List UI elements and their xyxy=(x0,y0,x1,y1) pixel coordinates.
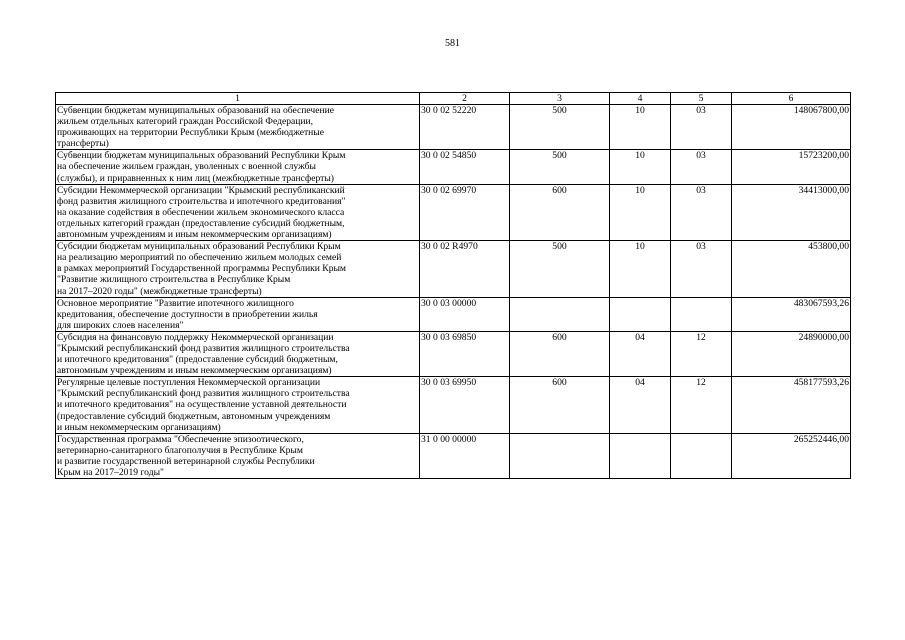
row-code-cell: 31 0 00 00000 xyxy=(420,433,510,478)
row-name-line: Субвенции бюджетам муниципальных образований на обеспечение xyxy=(57,105,335,116)
row-name-line: и ипотечного кредитования" (предоставление субсидий бюджетным, xyxy=(57,354,338,366)
row-kvr-cell: 500 xyxy=(510,150,610,184)
row-code-cell: 30 0 02 54850 xyxy=(420,150,510,184)
table-row xyxy=(56,433,851,478)
row-name-line: и развитие государственной ветеринарной службы Республики xyxy=(57,455,315,467)
row-name-line: (службы), и приравненных к ним лиц (межбюджетные трансферты) xyxy=(57,172,334,184)
row-kvr-cell xyxy=(510,433,610,478)
table-row xyxy=(56,241,851,297)
row-name-line: для широких слоев населения" xyxy=(57,319,184,331)
row-sum-cell: 458177593,26 xyxy=(732,377,851,433)
row-name-cell xyxy=(56,433,420,478)
row-name-line: проживающих на территории Республики Крым (межбюджетные xyxy=(57,127,324,139)
row-name-line: и ипотечного кредитования" на осуществление уставной деятельности xyxy=(57,399,347,411)
row-rz-cell: 10 xyxy=(610,150,671,184)
row-rz-cell: 10 xyxy=(610,105,671,150)
row-sum-cell: 34413000,00 xyxy=(732,184,851,240)
row-sum-cell: 15723200,00 xyxy=(732,150,851,184)
row-rz-cell: 10 xyxy=(610,184,671,240)
row-sum-cell: 265252446,00 xyxy=(732,433,851,478)
row-name-line: Субсидии Некоммерческой организации "Крымский республиканский xyxy=(57,184,345,196)
budget-table xyxy=(55,92,851,479)
table-row xyxy=(56,297,851,331)
row-kvr-cell: 600 xyxy=(510,184,610,240)
table-body xyxy=(56,105,851,479)
row-name-line: (предоставление субсидий бюджетным, автономным учреждениям xyxy=(57,410,331,422)
row-sum-cell: 24890000,00 xyxy=(732,331,851,376)
row-pr-cell: 03 xyxy=(671,241,732,297)
row-name-line: Субсидии бюджетам муниципальных образований Республики Крым xyxy=(57,241,341,253)
table-row xyxy=(56,331,851,376)
row-name-line: на реализацию мероприятий по обеспечению жильем молодых семей xyxy=(57,252,342,264)
column-header-6: 6 xyxy=(732,93,851,105)
row-name-line: на оказание содействия в обеспечении жильем экономического класса xyxy=(57,206,345,218)
row-pr-cell: 03 xyxy=(671,184,732,240)
row-pr-cell: 12 xyxy=(671,331,732,376)
row-name-line: фонд развития жилищного строительства и ипотечного кредитования" xyxy=(57,195,346,207)
row-name-line: Основное мероприятие "Развитие ипотечного жилищного xyxy=(57,297,294,309)
table-row xyxy=(56,150,851,184)
row-code-cell: 30 0 02 52220 xyxy=(420,105,510,150)
row-code-cell: 30 0 02 69970 xyxy=(420,184,510,240)
row-name-line: Крым на 2017–2019 годы" xyxy=(57,467,164,478)
row-name-cell xyxy=(56,241,420,297)
row-name-cell xyxy=(56,297,420,331)
row-rz-cell: 10 xyxy=(610,241,671,297)
table-row xyxy=(56,105,851,150)
row-pr-cell xyxy=(671,433,732,478)
row-name-cell xyxy=(56,184,420,240)
row-name-line: и иным некоммерческим организациям) xyxy=(57,421,221,433)
row-name-line: трансферты) xyxy=(57,138,109,150)
row-name-line: на обеспечение жильем граждан, уволенных с военной службы xyxy=(57,161,316,173)
row-code-cell: 30 0 02 R4970 xyxy=(420,241,510,297)
row-name-line: отдельных категорий граждан (предоставление субсидий бюджетным, xyxy=(57,217,345,229)
row-name-line: ветеринарно-санитарного благополучия в Республике Крым xyxy=(57,444,303,456)
row-rz-cell xyxy=(610,297,671,331)
row-sum-cell: 148067800,00 xyxy=(732,105,851,150)
row-pr-cell: 03 xyxy=(671,150,732,184)
column-header-4: 4 xyxy=(610,93,671,105)
row-name-line: автономным учреждениям и иным некоммерческим организациям) xyxy=(57,229,332,241)
page-number: 581 xyxy=(445,38,460,49)
table-row xyxy=(56,184,851,240)
row-name-line: автономным учреждениям и иным некоммерческим организациям) xyxy=(57,365,332,377)
row-name-line: Государственная программа "Обеспечение эпизоотического, xyxy=(57,433,304,445)
row-kvr-cell: 500 xyxy=(510,105,610,150)
row-name-cell xyxy=(56,377,420,433)
row-name-line: в рамках мероприятий Государственной программы Республики Крым xyxy=(57,263,347,275)
row-name-line: жильем отдельных категорий граждан Российской Федерации, xyxy=(57,116,314,128)
row-pr-cell: 12 xyxy=(671,377,732,433)
row-name-line: "Крымский республиканский фонд развития жилищного строительства xyxy=(57,342,350,354)
column-number-row xyxy=(56,93,851,105)
column-header-3: 3 xyxy=(510,93,610,105)
row-kvr-cell: 500 xyxy=(510,241,610,297)
row-code-cell: 30 0 03 69850 xyxy=(420,331,510,376)
row-name-cell xyxy=(56,150,420,184)
row-rz-cell: 04 xyxy=(610,377,671,433)
row-name-line: "Крымский республиканский фонд развития жилищного строительства xyxy=(57,388,350,400)
column-header-1: 1 xyxy=(56,93,420,105)
row-kvr-cell: 600 xyxy=(510,331,610,376)
row-name-cell xyxy=(56,105,420,150)
row-code-cell: 30 0 03 00000 xyxy=(420,297,510,331)
row-name-line: кредитования, обеспечение доступности в приобретении жилья xyxy=(57,308,318,320)
row-name-line: Регулярные целевые поступления Некоммерческой организации xyxy=(57,377,321,389)
row-name-line: "Развитие жилищного строительства в Республике Крым xyxy=(57,274,291,286)
row-pr-cell xyxy=(671,297,732,331)
row-kvr-cell xyxy=(510,297,610,331)
row-sum-cell: 453800,00 xyxy=(732,241,851,297)
row-name-line: Субвенции бюджетам муниципальных образований Республики Крым xyxy=(57,150,346,162)
row-name-line: на 2017–2020 годы" (межбюджетные трансферты) xyxy=(57,285,262,297)
row-rz-cell xyxy=(610,433,671,478)
column-header-5: 5 xyxy=(671,93,732,105)
row-pr-cell: 03 xyxy=(671,105,732,150)
row-name-line: Субсидия на финансовую поддержку Некоммерческой организации xyxy=(57,331,334,343)
row-code-cell: 30 0 03 69950 xyxy=(420,377,510,433)
table-row xyxy=(56,377,851,433)
column-header-2: 2 xyxy=(420,93,510,105)
row-kvr-cell: 600 xyxy=(510,377,610,433)
row-name-cell xyxy=(56,331,420,376)
row-sum-cell: 483067593,26 xyxy=(732,297,851,331)
row-rz-cell: 04 xyxy=(610,331,671,376)
